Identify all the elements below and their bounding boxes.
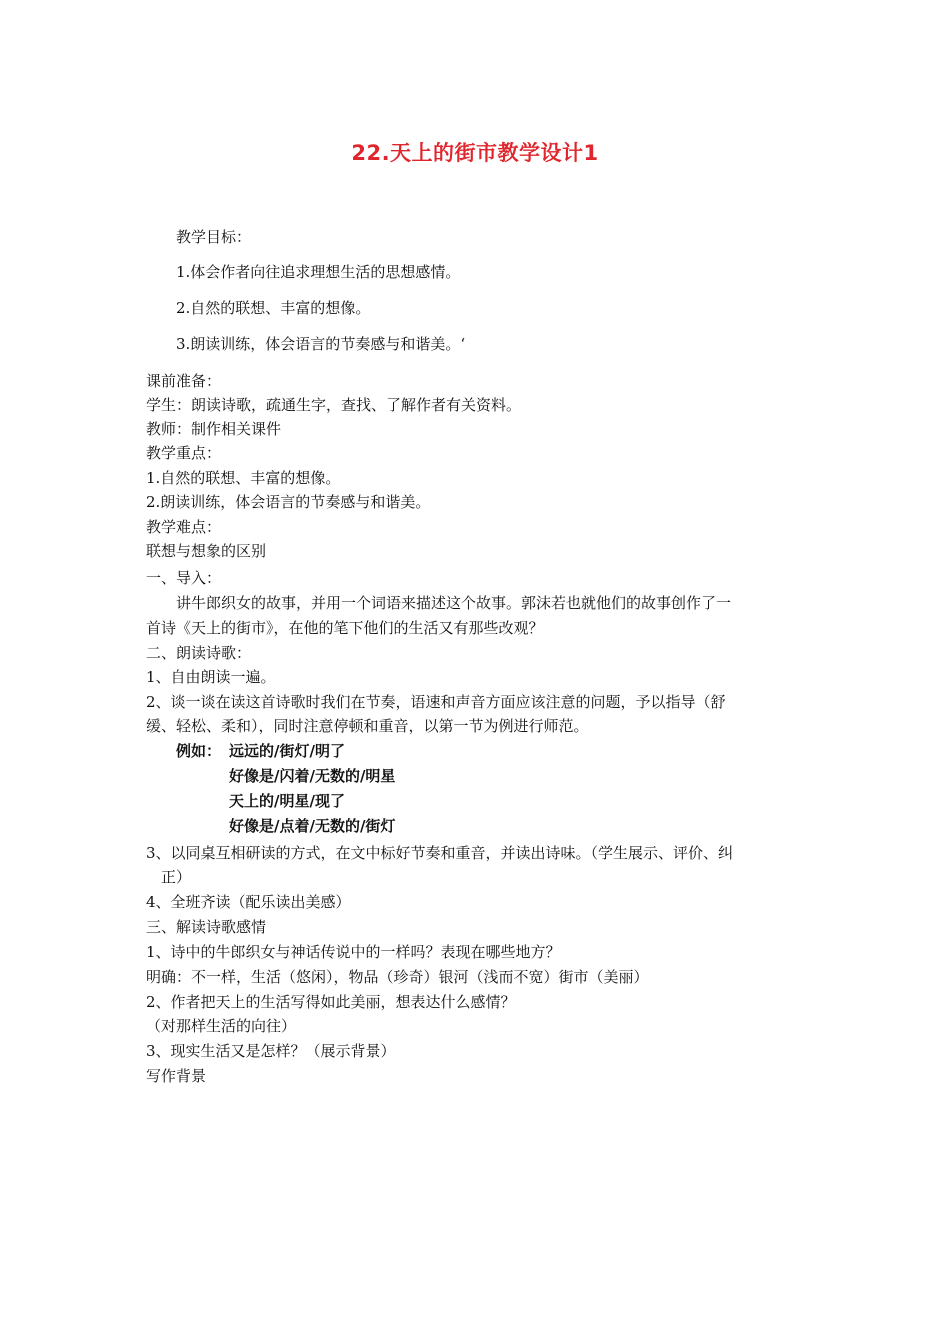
- example-line: 远远的/街灯/明了: [229, 742, 345, 760]
- section3-a1: 明确：不一样，生活（悠闲），物品（珍奇）银河（浅而不宽）街市（美丽）: [146, 968, 649, 986]
- section3-a2: （对那样生活的向往）: [146, 1017, 297, 1035]
- goal-item: 1.体会作者向往追求理想生活的思想感情。: [176, 263, 461, 281]
- section1-para-line2: 首诗《天上的街市》，在他的笔下他们的生活又有那些改观？: [146, 619, 544, 637]
- goal-item: 2.自然的联想、丰富的想像。: [176, 299, 371, 317]
- difficulty-heading: 教学难点：: [146, 518, 222, 536]
- key-point-item: 1.自然的联想、丰富的想像。: [146, 469, 341, 487]
- section2-heading: 二、朗读诗歌：: [146, 644, 252, 662]
- goal-item: 3.朗读训练，体会语言的节奏感与和谐美。‘: [176, 335, 466, 353]
- section2-item3-line2: 正）: [161, 868, 192, 886]
- section1-para-line1: 讲牛郎织女的故事，并用一个词语来描述这个故事。郭沫若也就他们的故事创作了一: [176, 594, 732, 612]
- section2-item4: 4、全班齐读（配乐读出美感）: [146, 893, 351, 911]
- section2-item1: 1、自由朗读一遍。: [146, 668, 276, 686]
- section3-q2: 2、作者把天上的生活写得如此美丽，想表达什么感情？: [146, 993, 516, 1011]
- example-label: 例如：: [176, 742, 222, 760]
- prep-student: 学生：朗读诗歌，疏通生字，查找、了解作者有关资料。: [146, 396, 522, 414]
- page-title: 22.天上的街市教学设计1: [351, 141, 599, 165]
- section3-heading: 三、解读诗歌感情: [146, 918, 267, 936]
- example-line: 好像是/闪着/无数的/明星: [229, 767, 396, 785]
- difficulty-text: 联想与想象的区别: [146, 542, 267, 560]
- example-line: 好像是/点着/无数的/街灯: [229, 817, 396, 835]
- prep-teacher: 教师：制作相关课件: [146, 420, 282, 438]
- section2-item3-line1: 3、以同桌互相研读的方式，在文中标好节奏和重音，并读出诗味。（学生展示、评价、纠: [146, 844, 734, 862]
- section3-q1: 1、诗中的牛郎织女与神话传说中的一样吗？表现在哪些地方？: [146, 943, 561, 961]
- section2-item2-line2: 缓、轻松、柔和），同时注意停顿和重音，以第一节为例进行师范。: [146, 717, 589, 735]
- section3-tail: 写作背景: [146, 1067, 207, 1085]
- key-point-item: 2.朗读训练，体会语言的节奏感与和谐美。: [146, 493, 431, 511]
- prep-heading: 课前准备：: [146, 372, 222, 390]
- section1-heading: 一、导入：: [146, 569, 222, 587]
- goals-heading: 教学目标：: [176, 228, 252, 246]
- section3-q3: 3、现实生活又是怎样？（展示背景）: [146, 1042, 396, 1060]
- key-points-heading: 教学重点：: [146, 444, 222, 462]
- section2-item2-line1: 2、谈一谈在读这首诗歌时我们在节奏，语速和声音方面应该注意的问题，予以指导（舒: [146, 693, 726, 711]
- example-line: 天上的/明星/现了: [229, 792, 345, 810]
